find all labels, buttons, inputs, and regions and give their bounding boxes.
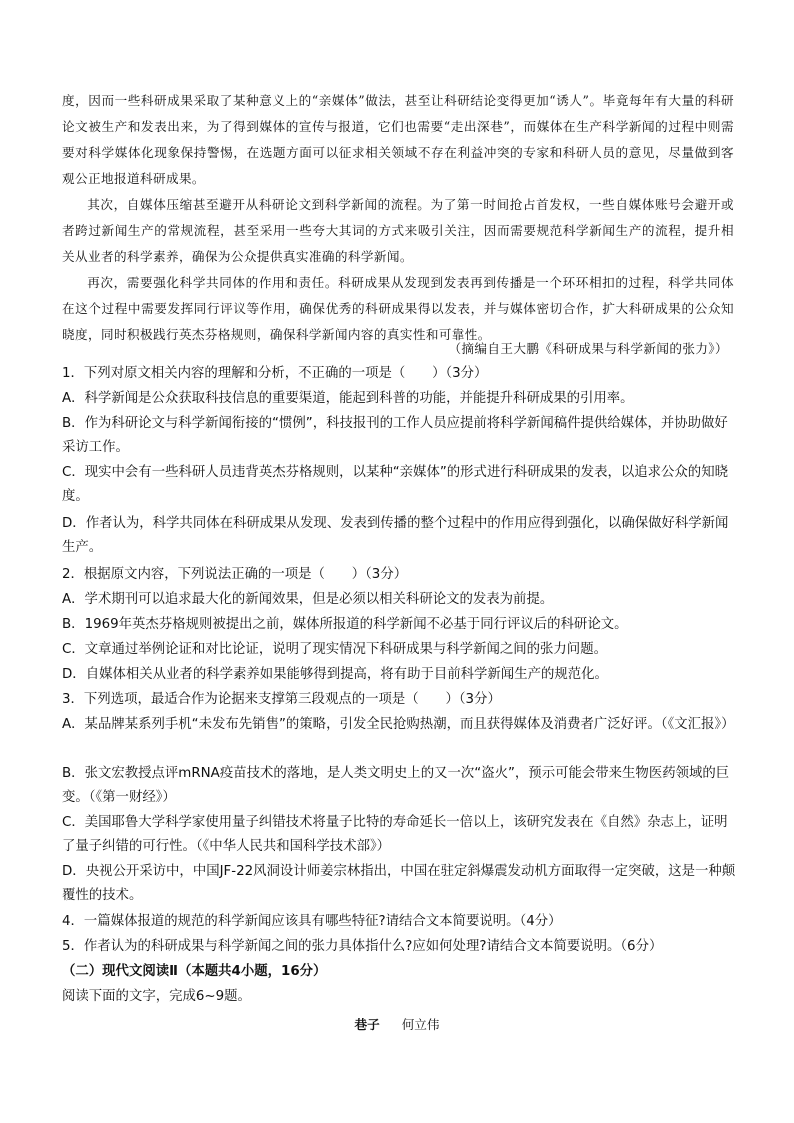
question-1-stem: 1．下列对原文相关内容的理解和分析，不正确的一项是（ ）（3分） <box>62 366 488 381</box>
question-3-stem: 3．下列选项，最适合作为论据来支撑第三段观点的一项是（ ）（3分） <box>62 692 501 707</box>
question-2-option-b: B．1969年英杰芬格规则被提出之前，媒体所报道的科学新闻不必基于同行评议后的科研论文。 <box>62 617 628 632</box>
question-1-option-c: C．现实中会有一些科研人员违背英杰芬格规则，以某种“亲媒体”的形式进行科研成果的发表，以追求公众的知晓度。 <box>62 465 728 504</box>
question-2-option-c: C．文章通过举例论证和对比论证，说明了现实情况下科研成果与科学新闻之间的张力问题。 <box>62 642 607 657</box>
question-3-option-a: A．某品牌某系列手机“未发布先销售”的策略，引发全民抢购热潮，而且获得媒体及消费者广泛好评。（《文汇报》） <box>62 717 735 732</box>
section-2-heading: （二）现代文阅读Ⅱ（本题共4小题，16分） <box>62 964 327 979</box>
question-3-option-d: D．央视公开采访中，中国JF-22风洞设计师姜宗林指出，中国在驻定斜爆震发动机方面取得一定突破，这是一种颠覆性的技术。 <box>62 864 736 903</box>
question-4: 4．一篇媒体报道的规范的科学新闻应该具有哪些特征?请结合文本简要说明。（4分） <box>62 914 562 929</box>
question-1-option-d: D．作者认为，科学共同体在科研成果从发现、发表到传播的整个过程中的作用应得到强化，以确保做好科学新闻生产。 <box>62 516 729 555</box>
question-2-option-d: D．自媒体相关从业者的科学素养如果能够得到提高，将有助于目前科学新闻生产的规范化。 <box>62 667 608 682</box>
article-paragraph-3: 再次，需要强化科学共同体的作用和责任。科研成果从发现到发表再到传播是一个环环相扣的过程，科学共同体在这个过程中需要发挥同行评议等作用，确保优秀的科研成果得以发表，并与媒体密切合作，扩大科研成果的公众知晓度，同时积极践行英杰芬格规则，确保科学新闻内容的真实性和可靠性。 <box>62 275 734 342</box>
article-source: （摘编自王大鹏《科研成果与科学新闻的张力》） <box>448 341 728 356</box>
article-paragraph-1: 度，因而一些科研成果采取了某种意义上的“亲媒体”做法，甚至让科研结论变得更加“诱人”。毕竟每年有大量的科研论文被生产和发表出来，为了得到媒体的宣传与报道，它们也需要“走出深巷”，而媒体在生产科学新闻的过程中则需要对科学媒体化现象保持警惕，在选题方面可以征求相关领域不存在利益冲突的专家和科研人员的意见，尽量做到客观公正地报道科研成果。 <box>62 93 734 186</box>
question-2-option-a: A．学术期刊可以追求最大化的新闻效果，但是必须以相关科研论文的发表为前提。 <box>62 592 554 607</box>
question-2-stem: 2．根据原文内容，下列说法正确的一项是（ ）（3分） <box>62 567 408 582</box>
question-1-option-b: B．作为科研论文与科学新闻衔接的“惯例”，科技报刊的工作人员应提前将科学新闻稿件提供给媒体，并协助做好采访工作。 <box>62 416 728 455</box>
story-title: 巷子 <box>354 1017 380 1032</box>
article-paragraph-2: 其次，自媒体压缩甚至避开从科研论文到科学新闻的流程。为了第一时间抢占首发权，一些自媒体账号会避开或者跨过新闻生产的常规流程，甚至采用一些夸大其词的方式来吸引关注，因而需要规范科学新闻生产的流程，提升相关从业者的科学素养，确保为公众提供真实准确的科学新闻。 <box>62 197 734 264</box>
question-3-option-b: B．张文宏教授点评mRNA疫苗技术的落地，是人类文明史上的又一次“盗火”，预示可能会带来生物医药领域的巨变。（《第一财经》） <box>62 766 730 805</box>
story-title-line <box>0 1014 794 1033</box>
question-5: 5．作者认为的科研成果与科学新闻之间的张力具体指什么?应如何处理?请结合文本简要说明。（6分） <box>62 939 663 954</box>
story-author: 何立伟 <box>401 1017 440 1032</box>
question-1-option-a: A．科学新闻是公众获取科技信息的重要渠道，能起到科普的功能，并能提升科研成果的引用率。 <box>62 391 634 406</box>
question-3-option-c: C．美国耶鲁大学科学家使用量子纠错技术将量子比特的寿命延长一倍以上，该研究发表在《自然》杂志上，证明了量子纠错的可行性。（《中华人民共和国科学技术部》） <box>62 815 728 854</box>
section-2-instruction: 阅读下面的文字，完成6~9题。 <box>62 989 251 1004</box>
